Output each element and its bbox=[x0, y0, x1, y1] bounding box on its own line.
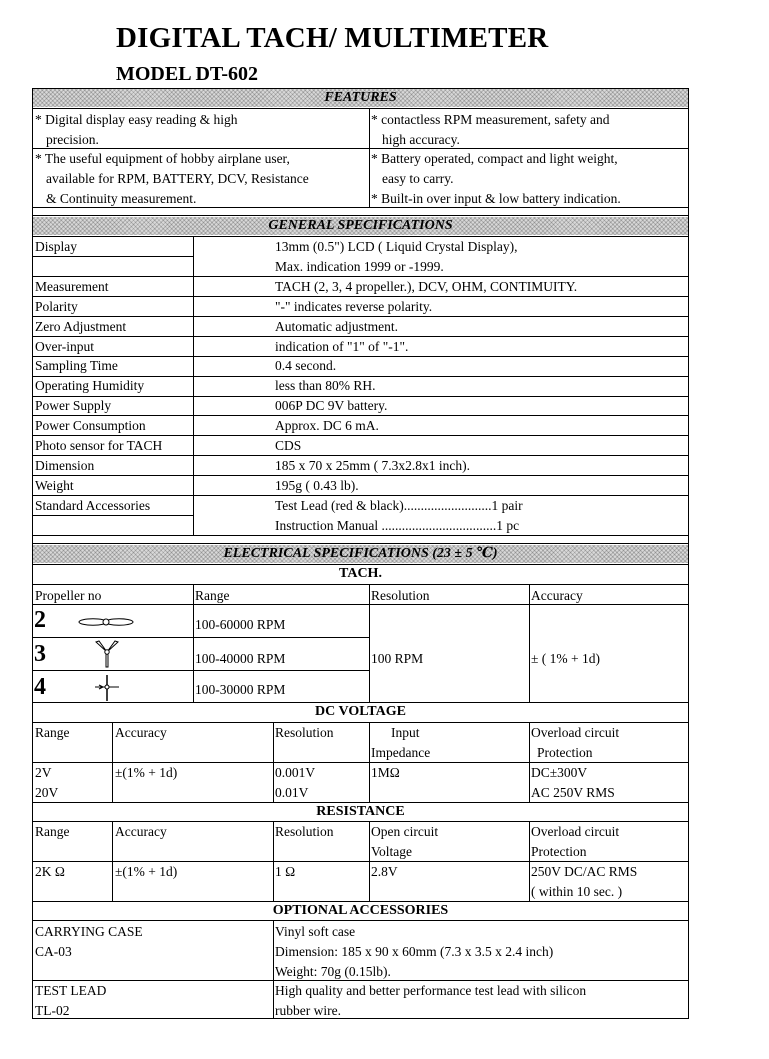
resistance-protection: ( within 10 sec. ) bbox=[531, 884, 623, 899]
feature-text: & Continuity measurement. bbox=[46, 191, 197, 206]
accessory-detail: Weight: 70g (0.15lb). bbox=[275, 964, 391, 979]
rule bbox=[369, 722, 370, 802]
feature-text: * Digital display easy reading & high bbox=[35, 112, 238, 127]
dcv-range: 20V bbox=[35, 785, 59, 800]
rule bbox=[32, 920, 689, 921]
feature-text: high accuracy. bbox=[382, 132, 460, 147]
rule bbox=[32, 1018, 689, 1019]
feature-text: * The useful equipment of hobby airplane user, bbox=[35, 151, 290, 166]
tach-resolution: 100 RPM bbox=[371, 651, 424, 666]
accessory-name: CARRYING CASE bbox=[35, 924, 143, 939]
spec-value: TACH (2, 3, 4 propeller.), DCV, OHM, CONTIMUITY. bbox=[275, 278, 578, 294]
rpm-range: 100-30000 RPM bbox=[195, 682, 286, 697]
rule bbox=[193, 584, 194, 702]
col-header: Overload circuit bbox=[531, 824, 620, 839]
spec-label: Power Consumption bbox=[35, 418, 146, 434]
rule bbox=[32, 604, 689, 605]
rpm-range: 100-40000 RPM bbox=[195, 651, 286, 666]
spec-label: Zero Adjustment bbox=[35, 318, 127, 334]
propeller-number: 3 bbox=[34, 641, 46, 667]
spec-label: Operating Humidity bbox=[35, 378, 145, 394]
rule bbox=[32, 543, 689, 544]
rule bbox=[112, 821, 113, 901]
spec-label: Sampling Time bbox=[35, 358, 118, 374]
tach-heading: TACH. bbox=[339, 566, 382, 581]
spec-label: Weight bbox=[35, 477, 74, 493]
rule bbox=[32, 515, 193, 516]
feature-text: available for RPM, BATTERY, DCV, Resistance bbox=[46, 171, 309, 186]
spec-value: CDS bbox=[275, 438, 302, 453]
col-header: Resolution bbox=[371, 588, 430, 603]
resistance-range: 2K Ω bbox=[35, 864, 65, 879]
spec-label: Standard Accessories bbox=[35, 497, 151, 513]
col-header: Resolution bbox=[275, 725, 334, 740]
col-header: Accuracy bbox=[531, 588, 583, 603]
col-header: Range bbox=[195, 588, 230, 603]
accessory-code: CA-03 bbox=[35, 944, 72, 959]
spec-value: 195g ( 0.43 lb). bbox=[275, 477, 359, 493]
spec-value: Test Lead (red & black)..........................1 pair bbox=[275, 497, 523, 513]
rule bbox=[32, 215, 689, 216]
four-blade-propeller-icon bbox=[92, 673, 122, 703]
three-blade-propeller-icon bbox=[92, 639, 122, 669]
feature-text: * contactless RPM measurement, safety and bbox=[371, 112, 610, 127]
rule bbox=[32, 670, 369, 671]
optional-accessories-heading: OPTIONAL ACCESSORIES bbox=[272, 903, 449, 918]
open-circuit-voltage: 2.8V bbox=[371, 864, 398, 879]
col-header: Input bbox=[391, 725, 420, 740]
accessory-detail: Vinyl soft case bbox=[275, 924, 356, 939]
spec-label: Measurement bbox=[35, 278, 109, 294]
spec-value: 13mm (0.5") LCD ( Liquid Crystal Display), bbox=[275, 239, 518, 254]
dcv-range: 2V bbox=[35, 765, 52, 780]
rule bbox=[529, 722, 530, 802]
feature-text: * Battery operated, compact and light weight, bbox=[371, 151, 618, 166]
rule bbox=[32, 356, 689, 357]
model-number: MODEL DT-602 bbox=[116, 63, 259, 85]
dcv-impedance: 1MΩ bbox=[371, 765, 400, 780]
rule bbox=[273, 722, 274, 802]
rule bbox=[32, 256, 193, 257]
resistance-accuracy: ±(1% + 1d) bbox=[115, 864, 178, 879]
electrical-specs-heading: ELECTRICAL SPECIFICATIONS (23 ± 5 ℃) bbox=[33, 545, 688, 563]
accessory-detail: Dimension: 185 x 90 x 60mm (7.3 x 3.5 x 2.4 inch) bbox=[275, 944, 554, 959]
spec-value: Approx. DC 6 mA. bbox=[275, 418, 379, 434]
col-header: Open circuit bbox=[371, 824, 439, 839]
rule bbox=[529, 584, 530, 702]
tach-accuracy: ± ( 1% + 1d) bbox=[531, 651, 601, 666]
general-specs-heading: GENERAL SPECIFICATIONS bbox=[33, 217, 688, 235]
spec-value: Max. indication 1999 or -1999. bbox=[275, 258, 444, 274]
spec-label: Photo sensor for TACH bbox=[35, 438, 163, 453]
col-header: Impedance bbox=[371, 745, 431, 760]
rule bbox=[369, 108, 370, 207]
rule bbox=[32, 637, 369, 638]
dc-voltage-heading: DC VOLTAGE bbox=[315, 704, 406, 719]
rule bbox=[273, 920, 274, 1018]
rule bbox=[32, 584, 689, 585]
spec-value: Instruction Manual ..................................1 pc bbox=[275, 517, 520, 533]
spec-value: "-" indicates reverse polarity. bbox=[275, 298, 433, 314]
spec-label: Power Supply bbox=[35, 398, 112, 414]
resistance-resolution: 1 Ω bbox=[275, 864, 296, 879]
col-header: Protection bbox=[531, 844, 587, 859]
spec-value: 006P DC 9V battery. bbox=[275, 398, 388, 414]
col-header: Propeller no bbox=[35, 588, 102, 603]
spec-value: less than 80% RH. bbox=[275, 378, 376, 394]
col-header: Overload circuit bbox=[531, 725, 620, 740]
col-header: Accuracy bbox=[115, 725, 167, 740]
spec-label: Over-input bbox=[35, 338, 94, 354]
rule bbox=[32, 108, 689, 109]
resistance-protection: 250V DC/AC RMS bbox=[531, 864, 638, 879]
accessory-name: TEST LEAD bbox=[35, 983, 107, 998]
accessory-code: TL-02 bbox=[35, 1003, 70, 1018]
document-title: DIGITAL TACH/ MULTIMETER bbox=[116, 22, 549, 54]
spec-label: Polarity bbox=[35, 298, 78, 314]
accessory-detail: High quality and better performance test lead with silicon bbox=[275, 983, 587, 998]
feature-text: * Built-in over input & low battery indication. bbox=[371, 191, 621, 206]
col-header: Accuracy bbox=[115, 824, 167, 839]
two-blade-propeller-icon bbox=[76, 612, 136, 632]
spec-label: Display bbox=[35, 239, 77, 254]
spec-value: 0.4 second. bbox=[275, 358, 337, 374]
col-header: Voltage bbox=[371, 844, 412, 859]
col-header: Resolution bbox=[275, 824, 334, 839]
dcv-accuracy: ±(1% + 1d) bbox=[115, 765, 178, 780]
dcv-protection: AC 250V RMS bbox=[531, 785, 615, 800]
dcv-protection: DC±300V bbox=[531, 765, 588, 780]
dcv-resolution: 0.001V bbox=[275, 765, 316, 780]
rule bbox=[369, 584, 370, 702]
dcv-resolution: 0.01V bbox=[275, 785, 309, 800]
propeller-number: 2 bbox=[34, 607, 46, 633]
rule bbox=[112, 722, 113, 802]
col-header: Protection bbox=[537, 745, 593, 760]
spec-value: 185 x 70 x 25mm ( 7.3x2.8x1 inch). bbox=[275, 457, 470, 473]
spec-label: Dimension bbox=[35, 457, 95, 473]
feature-text: precision. bbox=[46, 132, 99, 147]
rule bbox=[529, 821, 530, 901]
rule bbox=[273, 821, 274, 901]
rule bbox=[369, 821, 370, 901]
col-header: Range bbox=[35, 725, 70, 740]
rule bbox=[32, 535, 689, 536]
accessory-detail: rubber wire. bbox=[275, 1003, 341, 1018]
rule bbox=[193, 236, 194, 535]
propeller-number: 4 bbox=[34, 674, 46, 700]
rpm-range: 100-60000 RPM bbox=[195, 617, 286, 632]
resistance-heading: RESISTANCE bbox=[316, 804, 405, 819]
spec-value: Automatic adjustment. bbox=[275, 318, 398, 334]
rule bbox=[32, 475, 689, 476]
spec-value: indication of "1" of "-1". bbox=[275, 338, 409, 354]
features-heading: FEATURES bbox=[33, 89, 688, 107]
col-header: Range bbox=[35, 824, 70, 839]
feature-text: easy to carry. bbox=[382, 171, 454, 186]
